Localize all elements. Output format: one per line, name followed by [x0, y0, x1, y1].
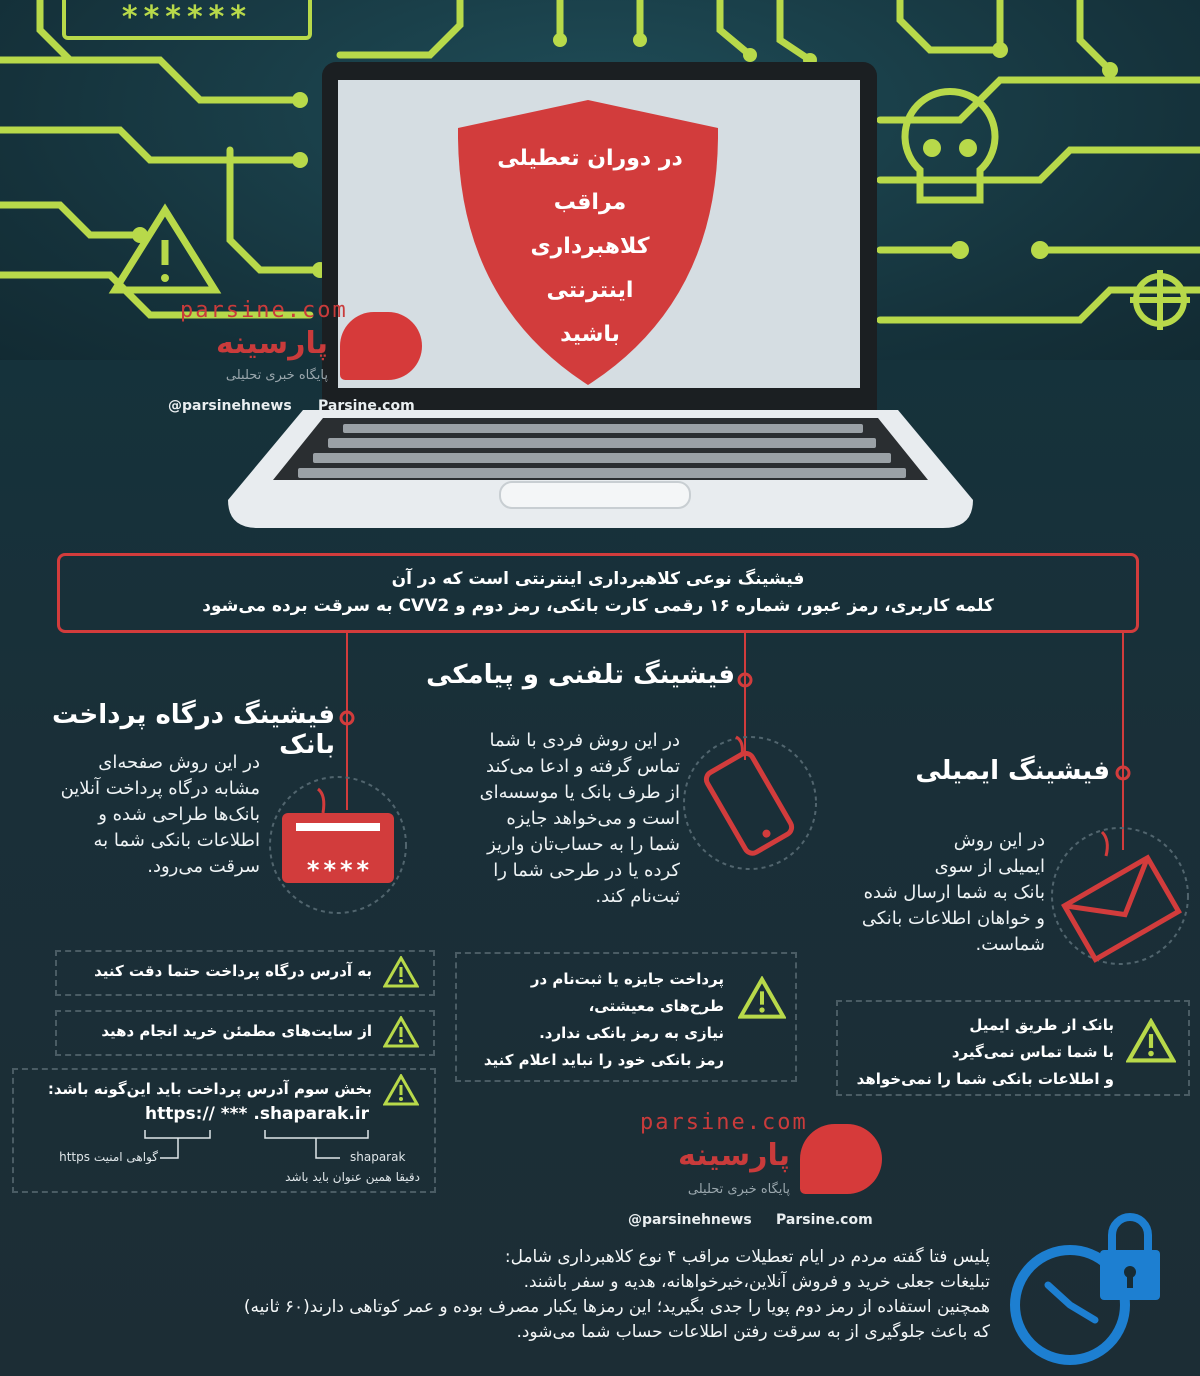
- body-line: شماست.: [975, 934, 1045, 955]
- logo-name: پارسینه: [216, 326, 328, 361]
- shield-line-2: مراقب: [553, 190, 627, 215]
- warning-line: رمز بانکی خود را نباید اعلام کنید: [483, 1051, 724, 1069]
- footer-text: [30, 1245, 990, 1345]
- body-line: ثبت‌نام کند.: [595, 886, 680, 907]
- body-line: بانک به شما ارسال شده: [863, 882, 1045, 903]
- body-line: در این روش: [953, 830, 1045, 851]
- warning-phone-text: [462, 966, 724, 1074]
- shaparak-note: دقیقا همین عنوان باید باشد: [285, 1170, 420, 1184]
- warning-2-text: از سایت‌های مطمئن خرید انجام دهید: [101, 1022, 372, 1040]
- phone-icon: [682, 735, 818, 871]
- body-line: کرده یا در طرحی شما را: [493, 860, 680, 881]
- warning-3-text: بخش سوم آدرس پرداخت باید این‌گونه باشد:: [47, 1080, 372, 1098]
- logo-mark: [340, 312, 422, 380]
- warning-1-text: به آدرس درگاه پرداخت حتما دقت کنید: [94, 962, 372, 980]
- warning-line: طرح‌های معیشتی،: [588, 997, 724, 1015]
- body-line: اطلاعات بانکی شما به: [93, 830, 260, 851]
- body-line: سرقت می‌رود.: [147, 856, 260, 877]
- warning-line: و اطلاعات بانکی شما را نمی‌خواهد: [856, 1070, 1114, 1088]
- logo-name-bottom: پارسینه: [678, 1138, 790, 1173]
- warning-line: نیازی به رمز بانکی ندارد.: [539, 1024, 724, 1042]
- crosshair-icon: [1130, 270, 1190, 330]
- definition-line-2: کلمه کاربری، رمز عبور، شماره ۱۶ رقمی کارت بانکی، رمز دوم و CVV2 به سرقت برده می‌شود: [202, 596, 994, 616]
- email-body: [800, 828, 1045, 958]
- body-line: در این روش صفحه‌ای: [98, 752, 260, 773]
- body-line: و خواهان اطلاعات بانکی: [861, 908, 1045, 929]
- definition-line-1: فیشینگ نوعی کلاهبرداری اینترنتی است که در آن: [391, 569, 805, 589]
- card-mask: ****: [306, 856, 374, 884]
- phone-sms-body: [440, 728, 680, 910]
- shaparak-label: shaparak: [350, 1150, 406, 1164]
- password-field: [62, 0, 312, 40]
- warning-line: با شما تماس نمی‌گیرد: [951, 1043, 1114, 1061]
- footer-line: پلیس فتا گفته مردم در ایام تعطیلات مراقب ۴ نوع کلاهبرداری شامل:: [504, 1247, 990, 1267]
- logo-tagline: پایگاه خبری تحلیلی: [225, 368, 328, 383]
- logo-domain: parsine.com: [180, 298, 348, 323]
- body-line: شما را به حساب‌تان واریز: [487, 834, 680, 855]
- warning-icon: [383, 956, 419, 988]
- email-title: فیشینگ ایمیلی: [915, 756, 1110, 786]
- password-mask: ******: [121, 0, 253, 35]
- body-line: بانک‌ها طراحی شده و: [98, 804, 260, 825]
- warning-email-text: [842, 1012, 1114, 1093]
- https-label: گواهی امنیت https: [59, 1150, 158, 1164]
- clock-lock-icon: [1000, 1210, 1170, 1370]
- body-line: است و می‌خواهد جایزه: [506, 808, 680, 829]
- credit-card-icon: [268, 775, 408, 915]
- site: Parsine.com: [318, 398, 415, 414]
- warning-line: پرداخت جایزه یا ثبت‌نام در: [530, 970, 724, 988]
- shield-line-5: باشید: [560, 322, 620, 347]
- warning-line: بانک از طریق ایمیل: [969, 1016, 1114, 1034]
- body-line: مشابه درگاه پرداخت آنلاین: [60, 778, 260, 799]
- envelope-icon: [1050, 826, 1190, 966]
- site-bottom: Parsine.com: [776, 1212, 873, 1228]
- warning-icon: [383, 1074, 419, 1106]
- handle: @parsinehnews: [168, 398, 292, 414]
- body-line: ایمیلی از سوی: [934, 856, 1045, 877]
- logo-tagline-bottom: پایگاه خبری تحلیلی: [687, 1182, 790, 1197]
- warning-icon: [383, 1016, 419, 1048]
- handle-bottom: @parsinehnews: [628, 1212, 752, 1228]
- body-line: در این روش فردی با شما: [489, 730, 680, 751]
- logo-domain-bottom: parsine.com: [640, 1110, 808, 1135]
- skull-icon: [905, 91, 995, 200]
- shield-line-3: کلاهبرداری: [530, 234, 650, 259]
- bank-gateway-body: [8, 750, 260, 880]
- shield-line-4: اینترنتی: [546, 278, 634, 303]
- footer-line: تبلیغات جعلی خرید و فروش آنلاین،خیرخواهانه، هدیه و سفر باشند.: [523, 1272, 990, 1292]
- phone-sms-title: فیشینگ تلفنی و پیامکی: [426, 660, 735, 690]
- warning-icon: [738, 976, 786, 1020]
- body-line: تماس گرفته و ادعا می‌کند: [486, 756, 680, 777]
- laptop-keyboard: [228, 410, 973, 528]
- warning-icon: [1126, 1018, 1176, 1064]
- footer-line: همچنین استفاده از رمز دوم پویا را جدی بگیرید؛ این رمزها یکبار مصرف بوده و عمر کوتاهی دارند(۶۰ ثانیه): [243, 1297, 990, 1317]
- shield-line-1: در دوران تعطیلی: [497, 146, 683, 171]
- body-line: از طرف بانک یا موسسه‌ای: [479, 782, 680, 803]
- bank-gateway-title: فیشینگ درگاه پرداخت بانک: [51, 700, 335, 760]
- logo-mark-bottom: [800, 1124, 882, 1194]
- footer-line: که باعث جلوگیری از به سرقت رفتن اطلاعات حساب شما می‌شود.: [516, 1322, 990, 1342]
- definition-box: [57, 553, 1139, 633]
- shaparak-url: https:// *** .shaparak.ir: [145, 1104, 369, 1124]
